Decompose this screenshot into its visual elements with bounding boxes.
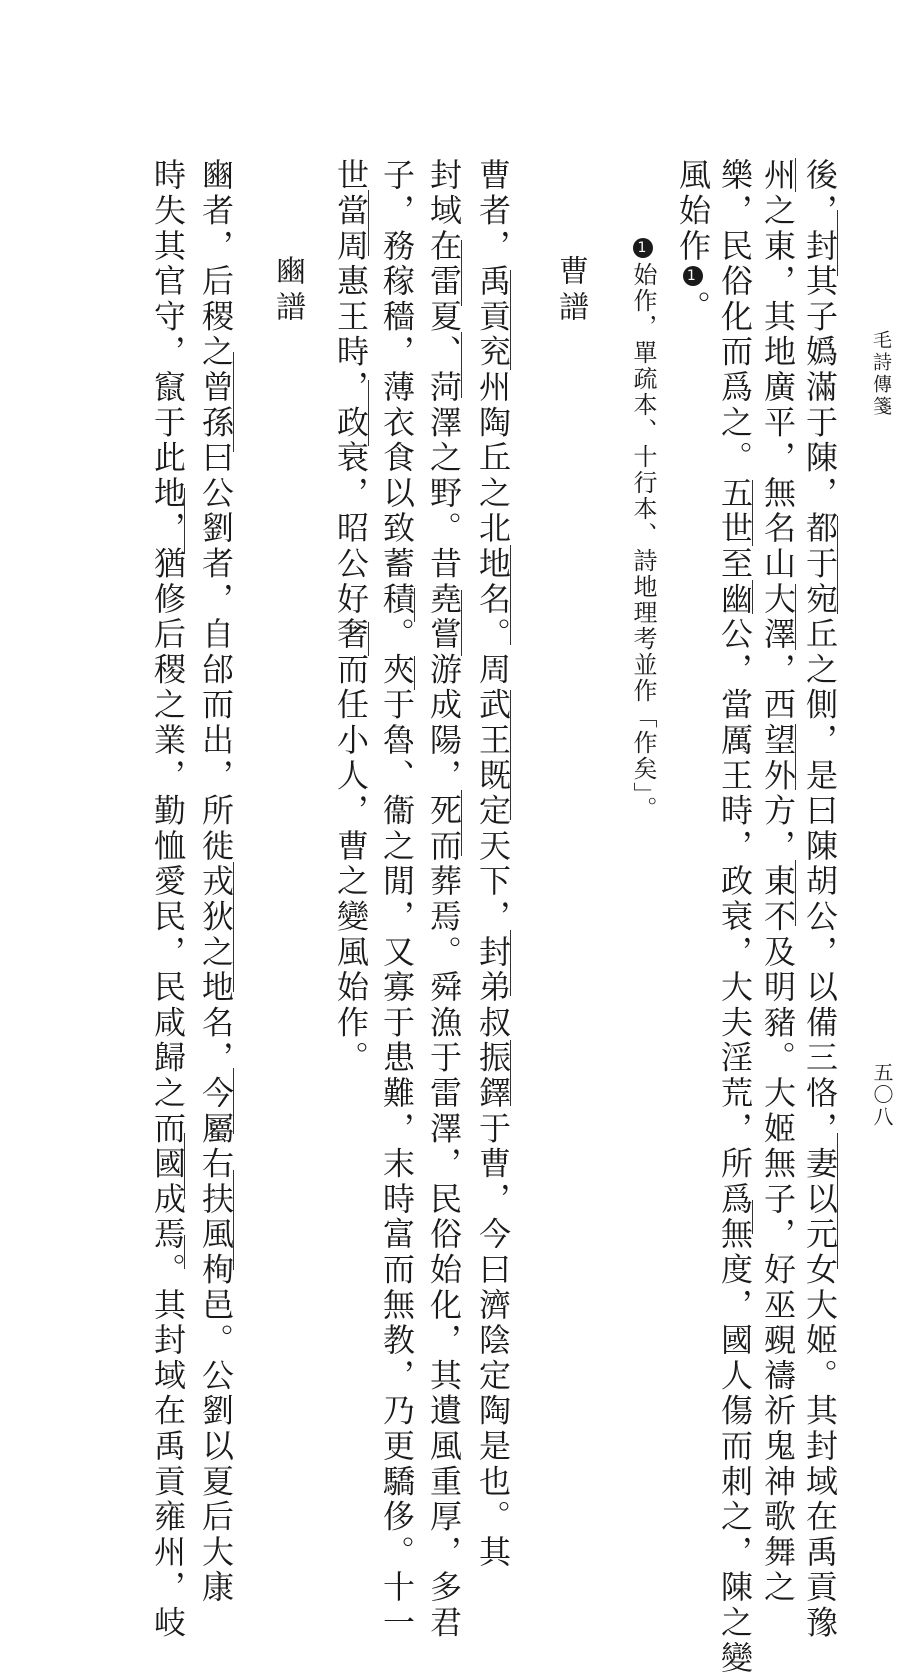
name-mark: [795, 860, 796, 926]
name-mark: [233, 862, 234, 992]
name-mark: [795, 158, 796, 192]
name-mark: [510, 270, 511, 370]
section-heading: 曹譜: [553, 255, 588, 327]
name-mark: [795, 584, 796, 650]
name-mark: [233, 1170, 234, 1270]
name-mark: [368, 380, 369, 446]
name-mark: [461, 790, 462, 856]
name-mark: [233, 1068, 234, 1134]
note-marker: 1: [683, 266, 703, 286]
name-mark: [752, 1200, 753, 1234]
text-column: 世當周惠王時，政衰，昭公好奢而任小人，曹之變風始作。: [332, 158, 370, 1076]
book-title: 毛詩傳箋: [870, 330, 892, 418]
name-mark: [461, 332, 462, 398]
name-mark: [795, 724, 796, 790]
name-mark: [837, 210, 838, 276]
text-run: 。: [674, 289, 712, 326]
name-mark: [752, 580, 753, 614]
name-mark: [233, 352, 234, 452]
name-mark: [414, 656, 415, 690]
text-column: [674, 158, 712, 326]
text-column: 豳者，后稷之曾孫曰公劉者，自邰而出，所徙戎狄之地名，今屬右扶風栒邑。公劉以夏后大康: [197, 158, 235, 1606]
note-marker: 1: [633, 238, 653, 258]
name-mark: [837, 1133, 838, 1269]
name-mark: [184, 1133, 185, 1199]
page-number: 五〇八: [870, 1062, 894, 1128]
footnote: [626, 236, 661, 822]
text-column: 曹者，禹貢兖州陶丘之北地名。周武王既定天下，封弟叔振鐸于曹，今曰濟陰定陶是也。其: [474, 158, 512, 1570]
text-column: 封域在雷夏、菏澤之野。昔堯嘗游成陽，死而葬焉。舜漁于雷澤，民俗始化，其遺風重厚，多君: [425, 158, 463, 1641]
name-mark: [461, 590, 462, 656]
text-run: 風始作: [674, 158, 712, 264]
text-column: 州之東，其地廣平，無名山大澤，西望外方，東不及明豬。大姬無子，好巫覡禱祈鬼神歌舞之: [759, 158, 797, 1606]
footnote-text: 始作，單疏本、十行本、詩地理考並作「作矣」。: [629, 262, 657, 822]
name-mark: [510, 1040, 511, 1106]
section-heading: 豳譜: [270, 255, 305, 327]
name-mark: [414, 588, 415, 622]
name-mark: [837, 516, 838, 614]
text-column: 樂，民俗化而爲之。五世至幽公，當厲王時，政衰，大夫淫荒，所爲無度，國人傷而刺之，陳之變: [716, 158, 754, 1676]
name-mark: [184, 488, 185, 554]
name-mark: [461, 240, 462, 306]
name-mark: [510, 930, 511, 996]
text-column: 時失其官守，竄于此地，猶修后稷之業，勤恤愛民，民咸歸之而國成焉。其封域在禹貢雍州，岐: [149, 158, 187, 1641]
text-column: 後，封其子嬀滿于陳，都于宛丘之側，是曰陳胡公，以備三恪，妻以元女大姬。其封域在禹貢豫: [801, 158, 839, 1641]
name-mark: [368, 622, 369, 656]
name-mark: [184, 1235, 185, 1269]
name-mark: [752, 480, 753, 546]
name-mark: [510, 690, 511, 820]
name-mark: [510, 545, 511, 645]
name-mark: [368, 190, 369, 256]
text-column: 子，務稼穡，薄衣食以致蓄積。夾于魯、衞之閒，又寡于患難，末時富而無教，乃更驕侈。十一: [378, 158, 416, 1641]
